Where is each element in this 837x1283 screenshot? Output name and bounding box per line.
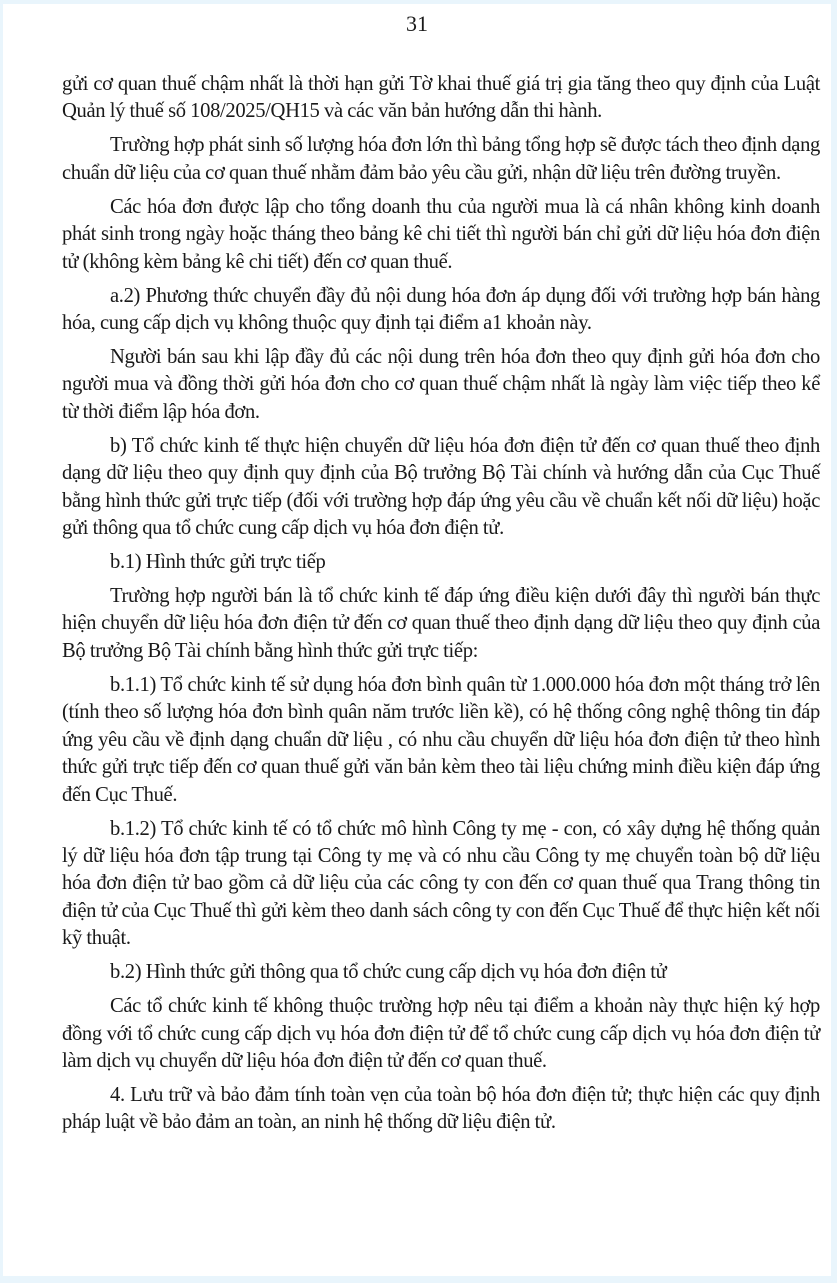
section-heading-b2: b.2) Hình thức gửi thông qua tổ chức cung cấp dịch vụ hóa đơn điện tử bbox=[110, 961, 667, 984]
document-page bbox=[3, 4, 831, 1276]
paragraph-b1-intro: Trường hợp người bán là tổ chức kinh tế đáp ứng điều kiện dưới đây thì người bán thực hiện chuyển dữ liệu hóa đơn điện tử đến cơ quan thuế theo định dạng dữ liệu theo quy định của Bộ trưởng Bộ Tài chính bằng hình thức gửi trực tiếp: bbox=[62, 585, 820, 662]
paragraph-item-4: 4. Lưu trữ và bảo đảm tính toàn vẹn của toàn bộ hóa đơn điện tử; thực hiện các quy định pháp luật về bảo đảm an toàn, an ninh hệ thống dữ liệu điện tử. bbox=[62, 1083, 820, 1134]
paragraph-a2-seller: Người bán sau khi lập đầy đủ các nội dung trên hóa đơn theo quy định gửi hóa đơn cho người mua và đồng thời gửi hóa đơn cho cơ quan thuế chậm nhất là ngày làm việc tiếp theo kể từ thời điểm lập hóa đơn. bbox=[62, 346, 820, 423]
paragraph-individual-buyers: Các hóa đơn được lập cho tổng doanh thu của người mua là cá nhân không kinh doanh phát sinh trong ngày hoặc tháng theo bảng kê chi tiết thì người bán chỉ gửi dữ liệu hóa đơn điện tử (không kèm bảng kê chi tiết) đến cơ quan thuế. bbox=[62, 195, 820, 273]
document-body bbox=[62, 71, 820, 1143]
paragraph-large-volume: Trường hợp phát sinh số lượng hóa đơn lớn thì bảng tổng hợp sẽ được tách theo định dạng chuẩn dữ liệu của cơ quan thuế nhằm đảm bảo yêu cầu gửi, nhận dữ liệu trên đường truyền. bbox=[62, 134, 820, 184]
paragraph-b2-body: Các tổ chức kinh tế không thuộc trường hợp nêu tại điểm a khoản này thực hiện ký hợp đồng với tổ chức cung cấp dịch vụ hóa đơn điện tử để tổ chức cung cấp dịch vụ hóa đơn điện tử làm dịch vụ chuyển dữ liệu hóa đơn điện tử đến cơ quan thuế. bbox=[62, 995, 820, 1072]
page-number: 31 bbox=[406, 11, 428, 36]
section-heading-b1: b.1) Hình thức gửi trực tiếp bbox=[110, 551, 326, 574]
paragraph-continuation: gửi cơ quan thuế chậm nhất là thời hạn gửi Tờ khai thuế giá trị gia tăng theo quy định của Luật Quản lý thuế số 108/2025/QH15 và các văn bản hướng dẫn thi hành. bbox=[62, 73, 820, 123]
paragraph-a2: a.2) Phương thức chuyển đầy đủ nội dung hóa đơn áp dụng đối với trường hợp bán hàng hóa, cung cấp dịch vụ không thuộc quy định tại điểm a1 khoản này. bbox=[62, 284, 820, 335]
paragraph-b: b) Tổ chức kinh tế thực hiện chuyển dữ liệu hóa đơn điện tử đến cơ quan thuế theo định dạng dữ liệu theo quy định quy định của Bộ trưởng Bộ Tài chính và hướng dẫn của Cục Thuế bằng hình thức gửi trực tiếp (đối với trường hợp đáp ứng yêu cầu về chuẩn kết nối dữ liệu) hoặc gửi thông qua tổ chức cung cấp dịch vụ hóa đơn điện tử. bbox=[62, 434, 820, 540]
paragraph-b12: b.1.2) Tổ chức kinh tế có tổ chức mô hình Công ty mẹ - con, có xây dựng hệ thống quản lý dữ liệu hóa đơn tập trung tại Công ty mẹ và có nhu cầu Công ty mẹ chuyển toàn bộ dữ liệu hóa đơn điện tử bao gồm cả dữ liệu của các công ty con đến cơ quan thuế qua Trang thông tin điện tử của Cục Thuế thì gửi kèm theo danh sách công ty con đến Cục Thuế để thực hiện kết nối kỹ thuật. bbox=[62, 817, 820, 950]
paragraph-b11: b.1.1) Tổ chức kinh tế sử dụng hóa đơn bình quân từ 1.000.000 hóa đơn một tháng trở lên (tính theo số lượng hóa đơn bình quân năm trước liền kề), có hệ thống công nghệ thông tin đáp ứng yêu cầu về định dạng chuẩn dữ liệu , có nhu cầu chuyển dữ liệu hóa đơn điện tử theo hình thức gửi trực tiếp đến cơ quan thuế gửi văn bản kèm theo tài liệu chứng minh điều kiện đáp ứng đến Cục Thuế. bbox=[62, 673, 820, 806]
